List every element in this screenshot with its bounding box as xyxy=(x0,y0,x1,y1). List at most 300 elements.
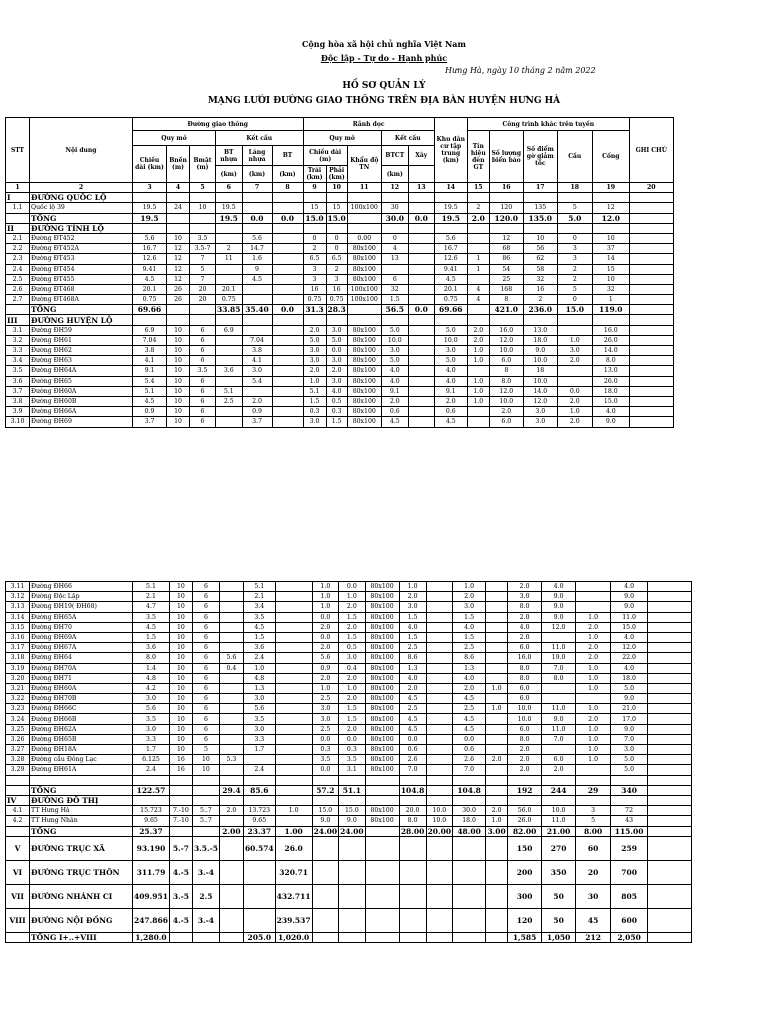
table-cell: 4.0 xyxy=(434,366,467,376)
table-cell: 2.0 xyxy=(453,592,486,602)
table-cell: 60 xyxy=(576,836,611,860)
table-cell: 0.3 xyxy=(303,407,326,417)
table-cell: 3.8 xyxy=(133,346,167,356)
table-cell: 0.0 xyxy=(272,305,303,315)
section-number: III xyxy=(6,315,30,325)
table-cell: 3.0 xyxy=(242,366,272,376)
table-cell xyxy=(219,932,243,942)
table-cell xyxy=(242,295,272,305)
row-number: 3.2 xyxy=(6,335,30,345)
table-row xyxy=(6,264,674,274)
column-number: 11 xyxy=(347,183,381,193)
table-cell: 7.04 xyxy=(133,335,167,345)
table-cell: 32 xyxy=(592,284,629,294)
table-cell: 0.0 xyxy=(408,213,434,223)
table-cell xyxy=(629,305,673,315)
table-cell: 9.0 xyxy=(611,694,648,704)
col-khu-dan-cu: Khu dân cư tập trung (km) xyxy=(434,118,467,183)
table-cell: 104.8 xyxy=(400,785,425,795)
table-cell: 1,280.0 xyxy=(133,932,170,942)
table-cell xyxy=(592,193,629,203)
table-cell: 259 xyxy=(611,836,648,860)
table-cell: 1.5 xyxy=(339,632,366,642)
table-cell: 3.3 xyxy=(133,734,170,744)
table-cell: 12 xyxy=(167,264,190,274)
table-cell xyxy=(216,356,243,366)
table-cell: 2.0 xyxy=(381,396,408,406)
table-cell: 104.8 xyxy=(453,785,486,795)
table-cell: 10.0 xyxy=(434,335,467,345)
table-cell: 2.0 xyxy=(303,366,326,376)
table-row xyxy=(6,592,692,602)
table-cell xyxy=(453,932,486,942)
table-cell xyxy=(453,884,486,908)
col-so-diem-go: Số điểm gờ giảm tốc xyxy=(523,131,557,183)
table-cell: 85.6 xyxy=(243,785,275,795)
row-number: 3.27 xyxy=(6,745,30,755)
table-cell xyxy=(434,223,467,233)
table-cell: 1.5 xyxy=(326,417,347,427)
table-cell: 2 xyxy=(523,295,557,305)
table-cell: 6 xyxy=(190,396,216,406)
table-cell: 0.6 xyxy=(381,407,408,417)
table-cell: 80x100 xyxy=(365,653,399,663)
table-cell: 1.0 xyxy=(339,592,366,602)
table-cell xyxy=(275,714,312,724)
table-cell: 12 xyxy=(167,244,190,254)
table-cell xyxy=(542,632,576,642)
table-cell: 6 xyxy=(192,592,219,602)
table-cell xyxy=(648,745,692,755)
table-cell xyxy=(275,755,312,765)
table-row xyxy=(6,632,692,642)
table-cell: 30 xyxy=(381,203,408,213)
table-cell: 13 xyxy=(381,254,408,264)
table-cell: 6 xyxy=(190,417,216,427)
table-cell: 58 xyxy=(523,264,557,274)
table-cell: 3.0 xyxy=(557,346,592,356)
table-cell: 1.4 xyxy=(133,663,170,673)
table-cell: 1.6 xyxy=(242,254,272,264)
table-cell: 9.0 xyxy=(611,724,648,734)
table-cell: 0.0 xyxy=(399,734,426,744)
table-cell xyxy=(486,602,508,612)
table-cell: 18 xyxy=(523,366,557,376)
table-cell: 3.0 xyxy=(312,714,339,724)
table-cell: 0.6 xyxy=(434,407,467,417)
table-cell: 12.0 xyxy=(592,213,629,223)
table-cell: 4.5 xyxy=(242,274,272,284)
table-cell: 3.7 xyxy=(242,417,272,427)
table-cell: 5.1 xyxy=(216,386,243,396)
table-cell xyxy=(486,673,508,683)
table-cell xyxy=(219,632,243,642)
table-cell: 3.8 xyxy=(242,346,272,356)
table-cell: 3.0 xyxy=(326,356,347,366)
table-cell: 10.0 xyxy=(523,356,557,366)
table-cell xyxy=(272,417,303,427)
table-cell xyxy=(542,745,576,755)
table-cell: 10 xyxy=(169,582,192,592)
table-cell: 5.6 xyxy=(434,233,467,243)
table-cell xyxy=(648,612,692,622)
table-cell: 9.0 xyxy=(523,346,557,356)
table-cell: 10 xyxy=(167,356,190,366)
table-cell: 11.0 xyxy=(611,612,648,622)
table-cell xyxy=(648,816,692,826)
table-cell: 5.0 xyxy=(611,755,648,765)
table-cell xyxy=(272,315,303,325)
table-cell: 10 xyxy=(169,745,192,755)
table-cell: 80x100 xyxy=(365,806,399,816)
table-cell: 22.0 xyxy=(611,653,648,663)
table-cell: 5.6 xyxy=(219,653,243,663)
table-cell xyxy=(272,233,303,243)
table-cell: 25 xyxy=(489,274,523,284)
table-cell: 0.3 xyxy=(312,745,339,755)
table-cell: 0.0 xyxy=(312,632,339,642)
table-cell: 10.0 xyxy=(523,376,557,386)
table-cell xyxy=(399,932,426,942)
table-cell: 24 xyxy=(167,203,190,213)
table-cell: 6 xyxy=(192,632,219,642)
row-number xyxy=(6,213,30,223)
table-cell xyxy=(381,193,408,203)
table-cell xyxy=(426,643,453,653)
table-row xyxy=(6,775,692,785)
table-cell: 2 xyxy=(557,264,592,274)
table-cell xyxy=(272,386,303,396)
table-cell xyxy=(453,836,486,860)
table-cell: 0.0 xyxy=(339,734,366,744)
table-row xyxy=(6,602,692,612)
table-cell: 1,020.0 xyxy=(275,932,312,942)
table-cell: 5.4 xyxy=(133,376,167,386)
table-cell: 80x100 xyxy=(365,724,399,734)
total-row xyxy=(6,826,692,836)
table-cell: 8.0 xyxy=(399,816,426,826)
table-cell: 2.0 xyxy=(453,683,486,693)
table-cell: 2.0 xyxy=(489,407,523,417)
table-cell xyxy=(133,193,167,203)
table-cell: 0.3 xyxy=(326,407,347,417)
table-cell: 3.0 xyxy=(133,724,170,734)
table-cell: 15 xyxy=(326,203,347,213)
table-cell xyxy=(453,860,486,884)
table-cell: 4.5 xyxy=(133,396,167,406)
table-cell: 6.5 xyxy=(326,254,347,264)
table-cell xyxy=(169,826,192,836)
row-label: Đường ĐH61 xyxy=(30,335,133,345)
table-cell: 11.0 xyxy=(542,643,576,653)
table-cell xyxy=(219,775,243,785)
table-cell: 6.0 xyxy=(508,643,542,653)
table-cell xyxy=(242,223,272,233)
table-cell: 1.5 xyxy=(453,612,486,622)
table-cell xyxy=(426,653,453,663)
table-cell: 4.0 xyxy=(381,376,408,386)
table-cell: 1.5 xyxy=(243,632,275,642)
row-label: Đường Độc Lập xyxy=(30,592,133,602)
table-cell: 80x100 xyxy=(365,673,399,683)
table-cell xyxy=(426,932,453,942)
table-cell: 2.0 xyxy=(467,335,489,345)
row-label: Đường ĐH19( ĐH68) xyxy=(30,602,133,612)
table-cell: 805 xyxy=(611,884,648,908)
table-cell xyxy=(648,632,692,642)
table-cell: 5.1 xyxy=(243,582,275,592)
table-cell xyxy=(629,346,673,356)
table-cell: 62 xyxy=(523,254,557,264)
table-cell xyxy=(365,785,399,795)
document-title: HỒ SƠ QUẢN LÝ xyxy=(342,81,426,91)
table-cell: 3.0 xyxy=(303,346,326,356)
table-cell xyxy=(399,908,426,932)
table-cell: 1.0 xyxy=(557,335,592,345)
table-cell: 80x100 xyxy=(347,325,381,335)
table-cell: 10 xyxy=(167,335,190,345)
table-cell xyxy=(576,765,611,775)
table-cell xyxy=(426,884,453,908)
table-cell xyxy=(381,264,408,274)
row-label: Đường ĐT454 xyxy=(30,264,133,274)
table-cell: 23.37 xyxy=(243,826,275,836)
table-cell xyxy=(167,213,190,223)
table-cell: 80x100 xyxy=(347,346,381,356)
table-cell xyxy=(629,264,673,274)
table-cell xyxy=(486,765,508,775)
table-row xyxy=(6,724,692,734)
table-cell: 33.85 xyxy=(217,305,241,315)
table-cell: 7.0 xyxy=(611,734,648,744)
table-cell: 19.5 xyxy=(133,213,167,223)
table-cell xyxy=(399,860,426,884)
table-cell: 10.0 xyxy=(426,806,453,816)
table-cell: 5.0 xyxy=(381,325,408,335)
table-cell xyxy=(167,223,190,233)
table-cell: 10 xyxy=(523,233,557,243)
table-cell xyxy=(486,734,508,744)
table-cell xyxy=(339,932,366,942)
table-cell xyxy=(192,795,219,805)
col-btct: BTCT xyxy=(381,146,408,166)
table-cell: 20 xyxy=(576,860,611,884)
row-number: 2.6 xyxy=(6,284,30,294)
table-cell xyxy=(426,734,453,744)
table-cell: 2.4 xyxy=(243,765,275,775)
table-cell: 1.5 xyxy=(303,396,326,406)
table-row xyxy=(6,860,692,884)
table-cell xyxy=(216,264,243,274)
table-cell: 5.6 xyxy=(133,704,170,714)
table-cell xyxy=(169,785,192,795)
table-cell xyxy=(399,836,426,860)
table-cell: 1.0 xyxy=(339,683,366,693)
table-cell: 320.71 xyxy=(275,860,312,884)
table-cell xyxy=(339,908,366,932)
table-cell: 56.5 xyxy=(381,305,408,315)
table-cell xyxy=(467,366,489,376)
table-cell: 3.0 xyxy=(326,376,347,386)
table-cell xyxy=(347,213,381,223)
section-number: I xyxy=(6,193,30,203)
table-cell: 4.7 xyxy=(133,602,170,612)
table-cell: 3.5 xyxy=(133,714,170,724)
table-row xyxy=(6,233,674,243)
col-ranh-ket-cau: Kết cấu xyxy=(381,131,434,146)
table-cell: 115.00 xyxy=(611,826,648,836)
table-cell: 26.0 xyxy=(592,376,629,386)
table-cell xyxy=(426,908,453,932)
table-cell xyxy=(272,284,303,294)
row-label: Đường ĐH65 xyxy=(30,376,133,386)
total-row xyxy=(6,785,692,795)
table-cell: 12 xyxy=(489,233,523,243)
table-cell: 244 xyxy=(542,785,576,795)
table-cell: 10.0 xyxy=(508,714,542,724)
row-number: 1.1 xyxy=(6,203,30,213)
column-number: 8 xyxy=(272,183,303,193)
table-cell: 20.1 xyxy=(434,284,467,294)
table-cell xyxy=(611,795,648,805)
table-cell: 4.-5 xyxy=(169,860,192,884)
table-cell: 80x100 xyxy=(365,632,399,642)
table-cell xyxy=(242,386,272,396)
table-cell: 3.0 xyxy=(312,704,339,714)
table-cell: 5 xyxy=(192,745,219,755)
table-cell xyxy=(272,407,303,417)
table-cell: 6 xyxy=(192,704,219,714)
table-cell xyxy=(486,622,508,632)
col-khau-do: Khẩu độ TN xyxy=(347,146,381,183)
table-cell xyxy=(219,673,243,683)
road-inventory-table-page1 xyxy=(5,117,674,428)
table-cell: 8.0 xyxy=(133,653,170,663)
table-cell: 5.6 xyxy=(242,233,272,243)
row-label: Đường ĐH71 xyxy=(30,673,133,683)
table-cell: 2.0 xyxy=(576,622,611,632)
table-cell xyxy=(648,653,692,663)
table-cell: 20 xyxy=(190,284,216,294)
table-cell: 12.6 xyxy=(133,254,167,264)
table-cell: 10 xyxy=(169,592,192,602)
table-cell xyxy=(365,795,399,805)
country-heading: Cộng hòa xã hội chủ nghĩa Việt Nam xyxy=(302,39,466,49)
table-cell: 0.0 xyxy=(453,734,486,744)
table-cell: 4.5 xyxy=(133,622,170,632)
table-cell: 10 xyxy=(169,622,192,632)
row-label: Đường ĐH65B xyxy=(30,734,133,744)
table-cell: 12.6 xyxy=(434,254,467,264)
table-cell: 4.8 xyxy=(243,673,275,683)
table-cell: 0 xyxy=(381,233,408,243)
table-cell: 80x100 xyxy=(365,816,399,826)
table-cell: 6 xyxy=(192,694,219,704)
table-cell: 6 xyxy=(192,612,219,622)
table-cell: 6 xyxy=(190,376,216,386)
table-cell: 35.40 xyxy=(242,305,272,315)
table-cell xyxy=(426,785,453,795)
table-cell xyxy=(216,233,243,243)
table-cell: 10 xyxy=(167,376,190,386)
table-cell: 5 xyxy=(190,264,216,274)
table-cell: 1 xyxy=(467,264,489,274)
table-cell: 5.1 xyxy=(303,386,326,396)
table-cell: 11.0 xyxy=(542,816,576,826)
table-cell: 0.0 xyxy=(408,305,434,315)
table-cell xyxy=(275,602,312,612)
table-cell: 11.0 xyxy=(542,724,576,734)
table-cell xyxy=(243,755,275,765)
table-cell: 48.00 xyxy=(453,826,486,836)
table-cell: 0.5 xyxy=(326,396,347,406)
table-cell: 3.0 xyxy=(399,602,426,612)
row-number: VI xyxy=(6,860,30,884)
table-cell: 1.5 xyxy=(339,704,366,714)
table-cell: 86 xyxy=(489,254,523,264)
table-cell: 3.5-7 xyxy=(190,244,216,254)
table-cell: 2 xyxy=(467,203,489,213)
table-row xyxy=(6,663,692,673)
table-cell xyxy=(648,602,692,612)
table-cell xyxy=(648,932,692,942)
table-cell: 10 xyxy=(592,233,629,243)
table-cell xyxy=(467,193,489,203)
table-cell: 2.0 xyxy=(557,396,592,406)
table-cell: 2.0 xyxy=(339,724,366,734)
total-row xyxy=(6,305,674,315)
table-cell xyxy=(486,745,508,755)
row-number: 3.15 xyxy=(6,622,30,632)
table-cell xyxy=(272,376,303,386)
row-label: TỔNG xyxy=(30,213,133,223)
row-label: ĐƯỜNG TRỤC XÃ xyxy=(30,836,133,860)
table-cell: 3.0 xyxy=(611,745,648,755)
table-cell xyxy=(408,203,434,213)
table-cell: 421.0 xyxy=(489,305,523,315)
table-cell xyxy=(272,274,303,284)
table-row xyxy=(6,622,692,632)
table-cell: 2.0 xyxy=(576,653,611,663)
row-label: ĐƯỜNG TRỤC THÔN xyxy=(30,860,133,884)
table-cell xyxy=(486,612,508,622)
table-cell: 1.0 xyxy=(576,683,611,693)
table-cell xyxy=(339,884,366,908)
table-cell: 409.951 xyxy=(133,884,170,908)
row-label: Đường ĐH18A xyxy=(30,745,133,755)
table-cell xyxy=(648,683,692,693)
table-cell: 16 xyxy=(326,284,347,294)
table-cell xyxy=(467,315,489,325)
table-cell xyxy=(648,785,692,795)
row-number: 3.6 xyxy=(6,376,30,386)
table-cell: 29 xyxy=(576,785,611,795)
table-cell: 5.3 xyxy=(219,755,243,765)
table-cell: 26.0 xyxy=(592,335,629,345)
unit-km: (km) xyxy=(381,166,408,183)
table-cell: 4.0 xyxy=(399,673,426,683)
table-cell: 3.3 xyxy=(243,734,275,744)
table-cell xyxy=(219,795,243,805)
table-cell: 0 xyxy=(326,244,347,254)
table-cell: 9.1 xyxy=(133,366,167,376)
row-label: TỔNG xyxy=(30,826,133,836)
table-cell: 26 xyxy=(167,284,190,294)
table-cell: 0 xyxy=(557,295,592,305)
table-cell: 4.1 xyxy=(242,356,272,366)
table-cell: 6 xyxy=(190,356,216,366)
row-label: Đường ĐH70B xyxy=(30,694,133,704)
